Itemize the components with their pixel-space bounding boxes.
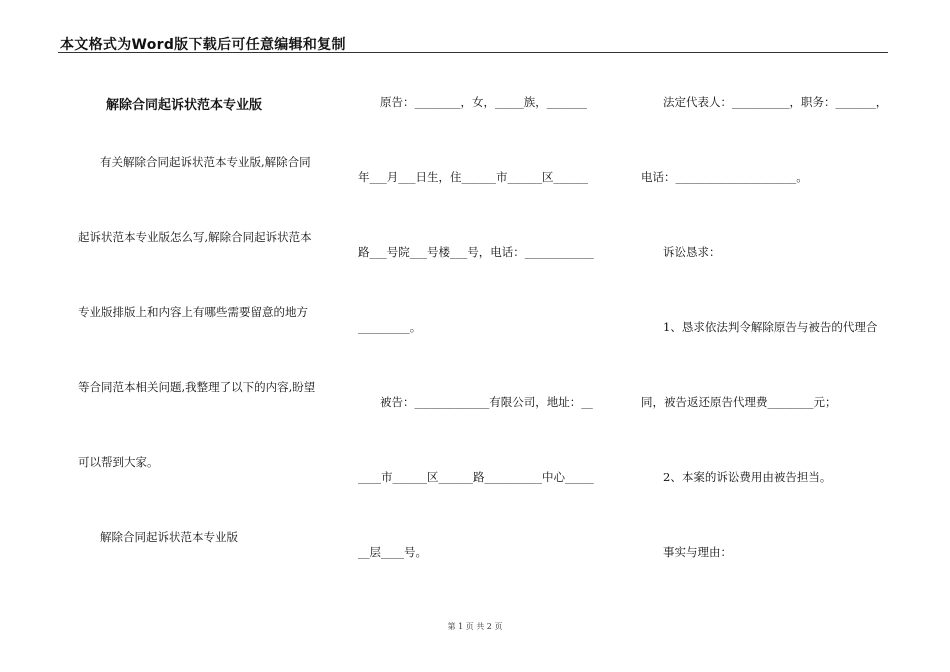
text-line: ____市______区______路__________中心_____ [358, 470, 594, 484]
page-number: 第 1 页 共 2 页 [447, 622, 503, 631]
text-line: 电话：_____________________。 [641, 170, 808, 184]
text-line: 1、恳求依法判令解除原告与被告的代理合 [663, 320, 878, 334]
text-line: 年___月___日生，住______市______区______ [358, 170, 588, 184]
text-line: _________。 [358, 320, 422, 334]
text-line: 原告：________，女，_____族，_______ [380, 95, 587, 109]
text-line: 法定代表人：__________，职务：_______， [663, 95, 888, 109]
text-line: 同，被告返还原告代理费________元； [641, 395, 837, 409]
text-line: 诉讼恳求： [663, 245, 721, 259]
text-line: 被告：_____________有限公司，地址：__ [380, 395, 593, 409]
text-line: __层____号。 [358, 545, 427, 559]
text-line: 解除合同起诉状范本专业版 [100, 530, 238, 544]
text-line: 路___号院___号楼___号，电话：____________ [358, 245, 594, 259]
text-line: 起诉状范本专业版怎么写,解除合同起诉状范本 [78, 230, 312, 244]
document-header: 本文格式为Word版下载后可任意编辑和复制 [60, 37, 346, 53]
document-title: 解除合同起诉状范本专业版 [106, 98, 263, 113]
text-line: 等合同范本相关问题,我整理了以下的内容,盼望 [78, 380, 316, 394]
text-line: 可以帮到大家。 [78, 455, 159, 469]
text-line: 2、本案的诉讼费用由被告担当。 [663, 470, 832, 484]
header-divider [58, 52, 888, 53]
text-line: 有关解除合同起诉状范本专业版,解除合同 [100, 155, 311, 169]
text-line: 专业版排版上和内容上有哪些需要留意的地方 [78, 305, 308, 319]
text-line: 事实与理由： [663, 545, 732, 559]
